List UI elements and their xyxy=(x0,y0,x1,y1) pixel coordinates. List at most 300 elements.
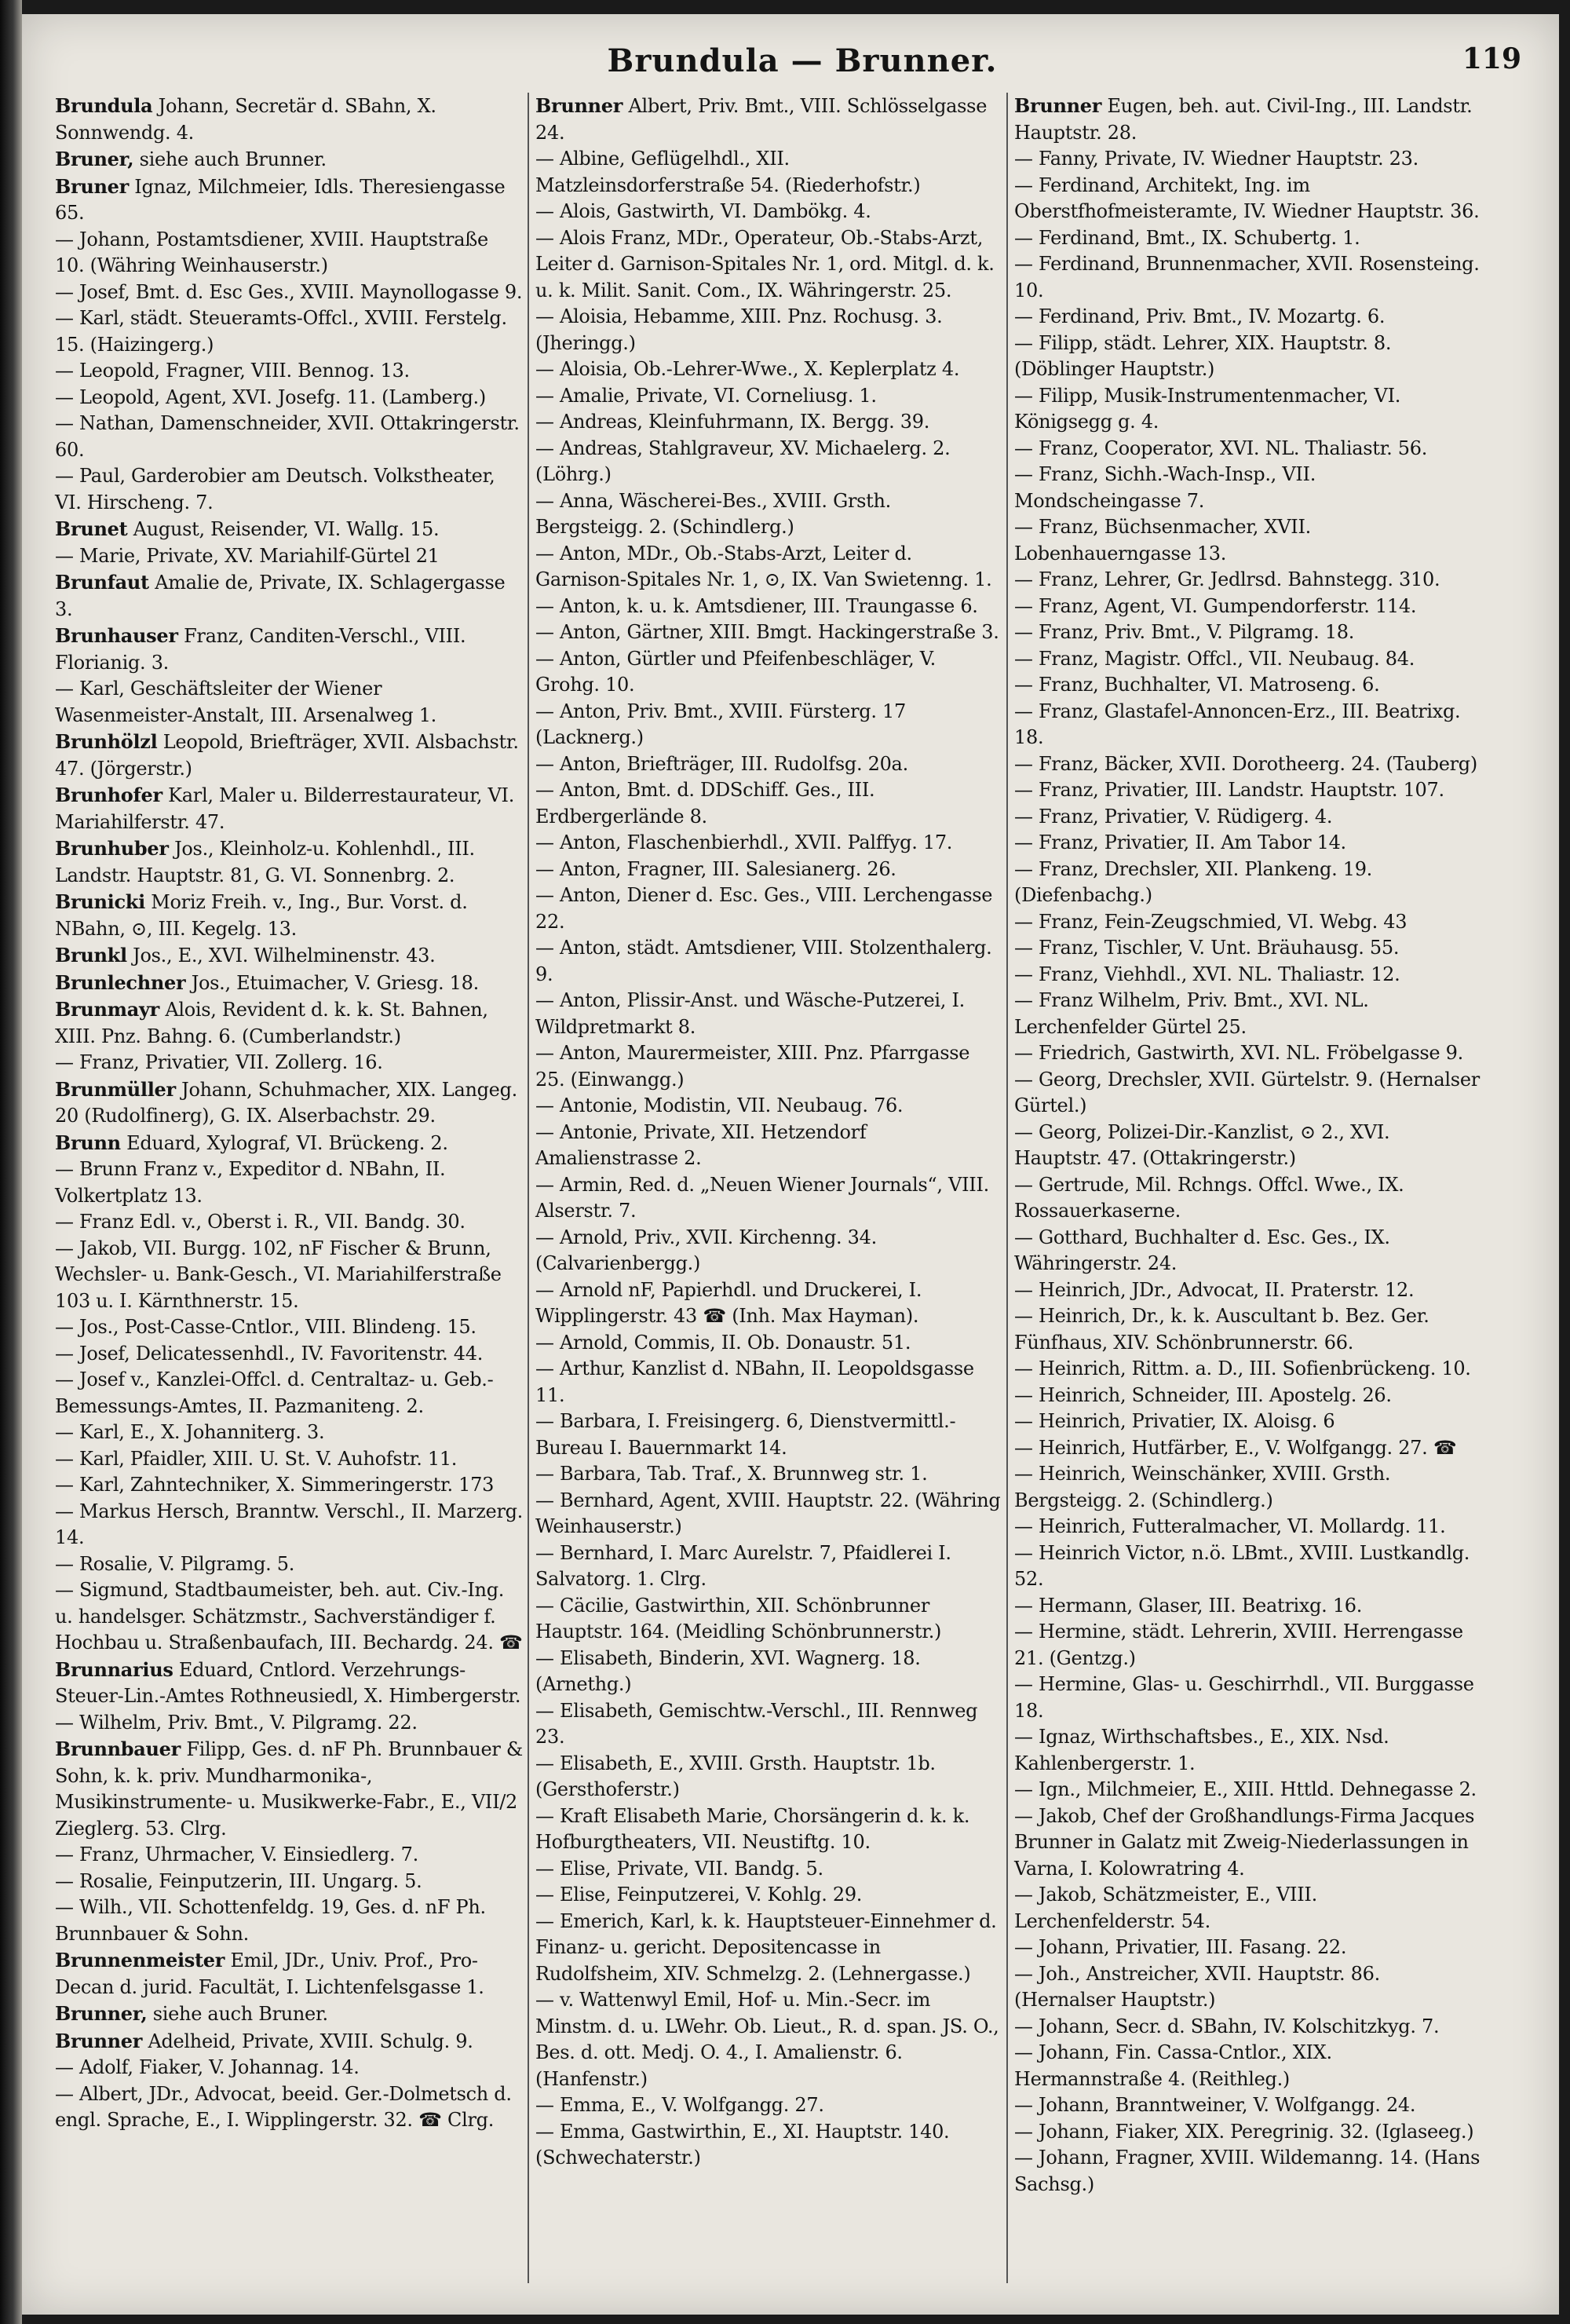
directory-entry xyxy=(55,1895,523,1947)
entry-surname: Brunmayr xyxy=(55,998,159,1021)
entry-text: — Albert, JDr., Advocat, beeid. Ger.-Dolmetsch d. engl. Sprache, E., I. Wipplingerstr. 32. ☎ Clrg. xyxy=(55,2082,512,2131)
entry-text: — Ignaz, Wirthschaftsbes., E., XIX. Nsd. Kahlenbergerstr. 1. xyxy=(1014,1726,1389,1774)
entry-text: Moriz Freih. v., Ing., Bur. Vorst. d. NBahn, ⊙, III. Kegelg. 13. xyxy=(55,891,468,940)
directory-entry xyxy=(535,1909,1002,1988)
directory-entry xyxy=(1014,672,1481,699)
entry-text: Adelheid, Private, XVIII. Schulg. 9. xyxy=(148,2030,473,2052)
directory-entry xyxy=(535,1856,1002,1883)
directory-entry xyxy=(55,1472,523,1499)
directory-entry xyxy=(1014,1067,1481,1120)
entry-text: — Arnold, Commis, II. Ob. Donaustr. 51. xyxy=(535,1331,911,1354)
directory-entry xyxy=(1014,225,1481,252)
directory-entry xyxy=(535,751,1002,778)
directory-entry xyxy=(55,676,523,729)
directory-entry xyxy=(55,1314,523,1341)
entry-text: Karl, Maler u. Bilderrestaurateur, VI. Mariahilferstr. 47. xyxy=(55,784,515,833)
entry-text: — Heinrich, Dr., k. k. Auscultant b. Bez. Ger. Fünfhaus, XIV. Schönbrunnerstr. 66. xyxy=(1014,1305,1429,1354)
entry-text: — Hermine, städt. Lehrerin, XVIII. Herrengasse 21. (Gentzg.) xyxy=(1014,1621,1463,1669)
entry-surname: Brunet xyxy=(55,517,128,540)
entry-text: — Karl, Zahntechniker, X. Simmeringerstr. 173 xyxy=(55,1474,495,1496)
entry-text: — Franz, Priv. Bmt., V. Pilgramg. 18. xyxy=(1014,621,1355,643)
entry-text: — Aloisia, Hebamme, XIII. Pnz. Rochusg. 3. (Jheringg.) xyxy=(535,305,943,354)
directory-entry xyxy=(535,199,1002,225)
entry-text: — Heinrich, Hutfärber, E., V. Wolfgangg. 27. ☎ xyxy=(1014,1436,1457,1459)
directory-entry xyxy=(1014,567,1481,594)
entry-surname: Bruner, xyxy=(55,148,134,170)
directory-entry xyxy=(1014,777,1481,804)
entry-text: — Elise, Feinputzerei, V. Kohlg. 29. xyxy=(535,1884,863,1906)
entry-text: — Franz, Magistr. Offcl., VII. Neubaug. 84. xyxy=(1014,647,1415,670)
entry-text: — Franz, Buchhalter, VI. Matroseng. 6. xyxy=(1014,674,1380,696)
directory-entry xyxy=(1014,2040,1481,2092)
entry-text: siehe auch Brunner. xyxy=(139,148,327,170)
entry-text: — Rosalie, Feinputzerin, III. Ungarg. 5. xyxy=(55,1869,422,1892)
entry-text: — Franz, Drechsler, XII. Plankeng. 19. (Diefenbachg.) xyxy=(1014,857,1373,906)
entry-text: — Franz, Privatier, III. Landstr. Hauptstr. 107. xyxy=(1014,779,1444,801)
entry-text: — Hermann, Glaser, III. Beatrixg. 16. xyxy=(1014,1594,1363,1617)
entry-text: — Bernhard, Agent, XVIII. Hauptstr. 22. (Währing Weinhauserstr.) xyxy=(535,1489,1001,1537)
entry-text: — Heinrich, Futteralmacher, VI. Mollardg. 11. xyxy=(1014,1515,1446,1537)
directory-entry xyxy=(1014,1777,1481,1803)
entry-text: — Leopold, Fragner, VIII. Bennog. 13. xyxy=(55,360,410,382)
entry-surname: Brunnbauer xyxy=(55,1738,181,1760)
entry-text: Jos., Kleinholz-u. Kohlenhdl., III. Landstr. Hauptstr. 81, G. VI. Sonnenbrg. 2. xyxy=(55,838,475,886)
entry-text: — Nathan, Damenschneider, XVII. Ottakringerstr. 60. xyxy=(55,412,520,461)
directory-entry xyxy=(535,1593,1002,1646)
directory-entry xyxy=(535,1093,1002,1120)
entry-text: — Franz, Glastafel-Annoncen-Erz., III. Beatrixg. 18. xyxy=(1014,700,1461,748)
directory-entry xyxy=(535,1356,1002,1409)
directory-entry xyxy=(1014,1593,1481,1620)
directory-entry xyxy=(1014,1461,1481,1514)
entry-text: — Ign., Milchmeier, E., XIII. Httld. Dehnegasse 2. xyxy=(1014,1778,1477,1800)
directory-entry xyxy=(55,385,523,411)
directory-entry xyxy=(535,988,1002,1040)
directory-entry xyxy=(1014,1120,1481,1172)
entry-text: — Heinrich, Schneider, III. Apostelg. 26. xyxy=(1014,1383,1392,1406)
entry-text: — Jakob, Chef der Großhandlungs-Firma Jacques Brunner in Galatz mit Zweig-Niederlassungen in Varna, I. Kolowratring 4. xyxy=(1014,1804,1475,1880)
entry-text: — Johann, Fiaker, XIX. Peregrinig. 32. (Iglaseeg.) xyxy=(1014,2120,1474,2143)
entry-text: — Antonie, Private, XII. Hetzendorf Amalienstrasse 2. xyxy=(535,1120,867,1169)
directory-entry xyxy=(55,280,523,306)
directory-entry xyxy=(1014,646,1481,673)
entry-text: Amalie de, Private, IX. Schlagergasse 3. xyxy=(55,572,506,620)
directory-entry xyxy=(55,2028,523,2055)
directory-entry xyxy=(535,1803,1002,1856)
entry-text: — Kraft Elisabeth Marie, Chorsängerin d. k. k. Hofburgtheaters, VII. Neustiftg. 10. xyxy=(535,1804,970,1853)
entry-text: — Filipp, Musik-Instrumentenmacher, VI. Königsegg g. 4. xyxy=(1014,384,1401,433)
directory-entry xyxy=(535,646,1002,699)
entry-text: Franz, Canditen-Verschl., VIII. Florianig. 3. xyxy=(55,625,466,674)
directory-entry xyxy=(1014,462,1481,514)
directory-entry xyxy=(1014,619,1481,646)
entry-text: — Antonie, Modistin, VII. Neubaug. 76. xyxy=(535,1094,904,1116)
entry-text: — Fanny, Private, IV. Wiedner Hauptstr. 23. xyxy=(1014,148,1418,170)
entry-text: — Emerich, Karl, k. k. Hauptsteuer-Einnehmer d. Finanz- u. gericht. Depositencasse in Rudolfsheim, XIV. Schmelzg. 2. (Lehnergasse.) xyxy=(535,1909,997,1985)
entry-text: — Arthur, Kanzlist d. NBahn, II. Leopoldsgasse 11. xyxy=(535,1357,974,1406)
entry-text: — Arnold nF, Papierhdl. und Druckerei, I. Wipplingerstr. 43 ☎ (Inh. Max Hayman). xyxy=(535,1278,922,1327)
entry-text: — Emma, Gastwirthin, E., XI. Hauptstr. 140. (Schwechaterstr.) xyxy=(535,2120,950,2169)
entry-text: Filipp, Ges. d. nF Ph. Brunnbauer & Sohn, k. k. priv. Mundharmonika-, Musikinstrumente- u. Musikwerke-Fabr., E., VII/2 Zieglerg. 53. Clrg. xyxy=(55,1738,523,1840)
directory-entry xyxy=(1014,1225,1481,1277)
entry-text: — Franz, Sichh.-Wach-Insp., VII. Mondscheingasse 7. xyxy=(1014,463,1316,512)
entry-text: — Anton, Priv. Bmt., XVIII. Fürsterg. 17 (Lacknerg.) xyxy=(535,700,906,748)
entry-text: — Bernhard, I. Marc Aurelstr. 7, Pfaidlerei I. Salvatorg. 1. Clrg. xyxy=(535,1541,951,1590)
entry-text: Johann, Secretär d. SBahn, X. Sonnwendg. 4. xyxy=(55,95,436,144)
entry-text: — Heinrich, Weinschänker, XVIII. Grsth. Bergsteigg. 2. (Schindlerg.) xyxy=(1014,1463,1391,1511)
directory-entry xyxy=(55,227,523,280)
directory-entry xyxy=(55,174,523,227)
entry-text: — Johann, Fin. Cassa-Cntlor., XIX. Hermannstraße 4. (Reithleg.) xyxy=(1014,2041,1332,2090)
entry-text: — Anton, Maurermeister, XIII. Pnz. Pfarrgasse 25. (Einwangg.) xyxy=(535,1042,970,1091)
entry-text: — Elise, Private, VII. Bandg. 5. xyxy=(535,1857,823,1880)
entry-text: — Franz Edl. v., Oberst i. R., VII. Bandg. 30. xyxy=(55,1211,466,1233)
directory-entry xyxy=(535,225,1002,305)
entry-text: Emil, JDr., Univ. Prof., Pro-Decan d. jurid. Facultät, I. Lichtenfelsgasse 1. xyxy=(55,1949,484,1998)
entry-text: — Franz, Lehrer, Gr. Jedlrsd. Bahnstegg. 310. xyxy=(1014,568,1440,590)
directory-entry xyxy=(1014,751,1481,778)
directory-entry xyxy=(55,1657,523,1710)
entry-text: — Anton, k. u. k. Amtsdiener, III. Traungasse 6. xyxy=(535,594,978,617)
entry-text: — Anton, Plissir-Anst. und Wäsche-Putzerei, I. Wildpretmarkt 8. xyxy=(535,989,965,1038)
entry-text: — Franz, Bäcker, XVII. Dorotheerg. 24. (Tauberg) xyxy=(1014,752,1477,775)
directory-entry xyxy=(1014,1672,1481,1724)
entry-surname: Bruner xyxy=(55,174,129,198)
entry-surname: Brunhölzl xyxy=(55,730,158,753)
column-1 xyxy=(49,93,528,2283)
directory-entry xyxy=(1014,2119,1481,2146)
directory-entry xyxy=(55,782,523,835)
entry-text: siehe auch Bruner. xyxy=(152,2003,328,2025)
entry-text: — Marie, Private, XV. Mariahilf-Gürtel 21 xyxy=(55,544,440,567)
directory-entry xyxy=(55,1869,523,1895)
directory-entry xyxy=(1014,1040,1481,1067)
directory-entry xyxy=(55,543,523,570)
directory-entry xyxy=(535,2092,1002,2119)
directory-entry xyxy=(535,1461,1002,1488)
directory-entry xyxy=(1014,1277,1481,1304)
entry-text: — Anton, Gürtler und Pfeifenbeschläger, V. Grohg. 10. xyxy=(535,647,936,696)
entry-text: — Franz, Tischler, V. Unt. Bräuhausg. 55. xyxy=(1014,937,1400,959)
directory-entry xyxy=(55,835,523,889)
entry-text: Johann, Schuhmacher, XIX. Langeg. 20 (Rudolfinerg), G. IX. Alserbachstr. 29. xyxy=(55,1078,517,1127)
entry-text: — Leopold, Agent, XVI. Josefg. 11. (Lamberg.) xyxy=(55,386,486,408)
directory-entry xyxy=(55,2081,523,2134)
entry-surname: Brunnenmeister xyxy=(55,1949,225,1971)
column-2 xyxy=(528,93,1006,2283)
entry-text: — Anna, Wäscherei-Bes., XVIII. Grsth. Bergsteigg. 2. (Schindlerg.) xyxy=(535,489,891,538)
directory-entry xyxy=(535,1225,1002,1277)
entry-text: — Heinrich, JDr., Advocat, II. Praterstr. 12. xyxy=(1014,1278,1415,1301)
entry-text: — Heinrich, Rittm. a. D., III. Sofienbrückeng. 10. xyxy=(1014,1357,1471,1379)
entry-text: — Gertrude, Mil. Rchngs. Offcl. Wwe., IX. Rossauerkaserne. xyxy=(1014,1173,1404,1222)
entry-text: — Josef, Bmt. d. Esc Ges., XVIII. Maynollogasse 9. xyxy=(55,280,523,303)
entry-text: — Franz, Uhrmacher, V. Einsiedlerg. 7. xyxy=(55,1843,418,1865)
entry-text: — Karl, Geschäftsleiter der Wiener Wasenmeister-Anstalt, III. Arsenalweg 1. xyxy=(55,678,436,726)
directory-entry xyxy=(535,1488,1002,1540)
directory-entry xyxy=(1014,146,1481,173)
entry-text: Jos., Etuimacher, V. Griesg. 18. xyxy=(191,971,479,994)
directory-entry xyxy=(55,1710,523,1737)
directory-entry xyxy=(55,93,523,146)
entry-text: — Ferdinand, Priv. Bmt., IV. Mozartg. 6. xyxy=(1014,305,1386,327)
entry-text: — Franz, Privatier, II. Am Tabor 14. xyxy=(1014,831,1346,853)
directory-entry xyxy=(535,594,1002,620)
entry-text: — Anton, Flaschenbierhdl., XVII. Palffyg. 17. xyxy=(535,831,953,853)
entry-surname: Brunmüller xyxy=(55,1077,176,1101)
directory-entry xyxy=(55,569,523,623)
entry-text: — Johann, Secr. d. SBahn, IV. Kolschitzkyg. 7. xyxy=(1014,2015,1440,2037)
entry-text: — Wilh., VII. Schottenfeldg. 19, Ges. d. nF Ph. Brunnbauer & Sohn. xyxy=(55,1896,486,1945)
directory-entry xyxy=(1014,1619,1481,1672)
directory-entry xyxy=(1014,2014,1481,2041)
entry-text: — Franz, Cooperator, XVI. NL. Thaliastr. 56. xyxy=(1014,437,1428,459)
entry-text: — Franz, Büchsenmacher, XVII. Lobenhauerngasse 13. xyxy=(1014,516,1311,565)
entry-text: — Gotthard, Buchhalter d. Esc. Ges., IX. Währingerstr. 24. xyxy=(1014,1226,1390,1274)
entry-text: — Franz Wilhelm, Priv. Bmt., XVI. NL. Lerchenfelder Gürtel 25. xyxy=(1014,989,1369,1038)
entry-surname: Brunhofer xyxy=(55,784,162,806)
directory-entry xyxy=(535,1409,1002,1461)
directory-entry xyxy=(1014,857,1481,909)
entry-text: — Anton, MDr., Ob.-Stabs-Arzt, Leiter d. Garnison-Spitales Nr. 1, ⊙, IX. Van Swietenng. 1. xyxy=(535,542,992,590)
entry-text: — Adolf, Fiaker, V. Johannag. 14. xyxy=(55,2056,360,2078)
directory-entry xyxy=(535,935,1002,988)
entry-text: — Arnold, Priv., XVII. Kirchenng. 34. (Calvarienbergg.) xyxy=(535,1226,877,1274)
entry-text: — Barbara, I. Freisingerg. 6, Dienstvermittl.-Bureau I. Bauernmarkt 14. xyxy=(535,1410,956,1459)
entry-text: — Johann, Postamtsdiener, XVIII. Hauptstraße 10. (Währing Weinhauserstr.) xyxy=(55,228,488,276)
directory-entry xyxy=(1014,1435,1481,1462)
directory-entry xyxy=(535,1698,1002,1751)
directory-entry xyxy=(1014,304,1481,331)
entry-surname: Brunner xyxy=(1014,94,1102,117)
directory-entry xyxy=(535,541,1002,594)
directory-entry xyxy=(535,857,1002,883)
directory-entry xyxy=(1014,1172,1481,1225)
directory-entry xyxy=(1014,173,1481,225)
directory-entry xyxy=(535,1040,1002,1093)
entry-text: — Albine, Geflügelhdl., XII. Matzleinsdorferstraße 54. (Riederhofstr.) xyxy=(535,148,921,196)
directory-entry xyxy=(55,996,523,1050)
entry-surname: Brunner xyxy=(55,2029,143,2052)
page-header xyxy=(69,42,1535,90)
directory-entry xyxy=(535,699,1002,751)
entry-text: — Ferdinand, Brunnenmacher, XVII. Rosensteing. 10. xyxy=(1014,253,1480,301)
entry-text: Eduard, Xylograf, VI. Brückeng. 2. xyxy=(126,1131,448,1154)
entry-text: — Franz, Privatier, VII. Zollerg. 16. xyxy=(55,1051,383,1073)
directory-entry xyxy=(55,729,523,782)
entry-text: — Alois Franz, MDr., Operateur, Ob.-Stabs-Arzt, Leiter d. Garnison-Spitales Nr. 1, ord. Mitgl. d. k. u. k. Milit. Sanit. Com., IX. Währingerstr. 25. xyxy=(535,226,995,301)
directory-entry xyxy=(55,1157,523,1209)
directory-entry xyxy=(1014,1303,1481,1356)
directory-entry xyxy=(55,1736,523,1842)
directory-entry xyxy=(535,882,1002,935)
directory-entry xyxy=(535,93,1002,146)
directory-entry xyxy=(55,1420,523,1446)
entry-text: — Elisabeth, Gemischtw.-Verschl., III. Rennweg 23. xyxy=(535,1699,978,1748)
entry-text: — Elisabeth, Binderin, XVI. Wagnerg. 18. (Arnethg.) xyxy=(535,1646,921,1695)
entry-surname: Brunicki xyxy=(55,890,145,913)
directory-entry xyxy=(55,2055,523,2081)
entry-surname: Brunner, xyxy=(55,2002,148,2025)
directory-entry xyxy=(55,2001,523,2028)
scan-edge xyxy=(0,0,22,2324)
directory-entry xyxy=(535,1330,1002,1357)
directory-entry xyxy=(535,830,1002,857)
entry-text: — Josef v., Kanzlei-Offcl. d. Centraltaz- u. Geb.-Bemessungs-Amtes, II. Pazmaniteng. 2. xyxy=(55,1368,494,1417)
directory-entry xyxy=(55,1551,523,1578)
directory-entry xyxy=(1014,514,1481,567)
entry-text: — Paul, Garderobier am Deutsch. Volkstheater, VI. Hirscheng. 7. xyxy=(55,465,495,513)
directory-entry xyxy=(535,436,1002,488)
directory-entry xyxy=(535,1646,1002,1698)
directory-entry xyxy=(1014,331,1481,383)
directory-entry xyxy=(55,1842,523,1869)
entry-text: — Elisabeth, E., XVIII. Grsth. Hauptstr. 1b. (Gersthoferstr.) xyxy=(535,1752,936,1800)
entry-text: — Joh., Anstreicher, XVII. Hauptstr. 86. (Hernalser Hauptstr.) xyxy=(1014,1962,1380,2011)
entry-surname: Brunlechner xyxy=(55,970,186,994)
directory-entry xyxy=(55,305,523,358)
entry-text: Ignaz, Milchmeier, Idls. Theresiengasse 65. xyxy=(55,175,506,224)
entry-surname: Brunnarius xyxy=(55,1657,173,1681)
entry-text: — Georg, Drechsler, XVII. Gürtelstr. 9. (Hernalser Gürtel.) xyxy=(1014,1068,1480,1116)
entry-text: — Markus Hersch, Branntw. Verschl., II. Marzerg. 14. xyxy=(55,1500,524,1548)
entry-text: — Friedrich, Gastwirth, XVI. NL. Fröbelgasse 9. xyxy=(1014,1042,1463,1064)
directory-entry xyxy=(1014,93,1481,146)
directory-entry xyxy=(55,146,523,174)
entry-text: — Jakob, Schätzmeister, E., VIII. Lerchenfelderstr. 54. xyxy=(1014,1884,1317,1932)
entry-text: — Armin, Red. d. „Neuen Wiener Journals“, VIII. Alserstr. 7. xyxy=(535,1173,989,1222)
directory-entry xyxy=(55,1209,523,1236)
directory-entry xyxy=(1014,1383,1481,1409)
directory-entry xyxy=(55,970,523,997)
entry-text: — Ferdinand, Bmt., IX. Schubertg. 1. xyxy=(1014,226,1360,249)
directory-entry xyxy=(55,1130,523,1157)
directory-entry xyxy=(535,1540,1002,1593)
entry-text: — Anton, städt. Amtsdiener, VIII. Stolzenthalerg. 9. xyxy=(535,937,992,985)
directory-entry xyxy=(55,463,523,516)
directory-entry xyxy=(1014,804,1481,831)
directory-entry xyxy=(1014,1803,1481,1883)
entry-text: — Andreas, Kleinfuhrmann, IX. Bergg. 39. xyxy=(535,411,930,433)
entry-text: — Karl, Pfaidler, XIII. U. St. V. Auhofstr. 11. xyxy=(55,1447,458,1470)
directory-entry xyxy=(55,1341,523,1368)
entry-text: — Georg, Polizei-Dir.-Kanzlist, ⊙ 2., XVI. Hauptstr. 47. (Ottakringerstr.) xyxy=(1014,1120,1390,1169)
page-number: 119 xyxy=(1462,42,1521,75)
entry-text: — Franz, Privatier, V. Rüdigerg. 4. xyxy=(1014,805,1333,828)
directory-entry xyxy=(1014,383,1481,436)
directory-entry xyxy=(535,777,1002,830)
entry-text: — Ferdinand, Architekt, Ing. im Oberstfhofmeisteramte, IV. Wiedner Hauptstr. 36. xyxy=(1014,174,1480,222)
entry-text: — Anton, Diener d. Esc. Ges., VIII. Lerchengasse 22. xyxy=(535,884,993,933)
entry-text: — Anton, Bmt. d. DDSchiff. Ges., III. Erdbergerlände 8. xyxy=(535,779,875,828)
directory-entry xyxy=(1014,909,1481,936)
directory-entry xyxy=(1014,1882,1481,1935)
entry-text: — Josef, Delicatessenhdl., IV. Favoritenstr. 44. xyxy=(55,1342,484,1365)
entry-text: — Johann, Fragner, XVIII. Wildemanng. 14. (Hans Sachsg.) xyxy=(1014,2147,1481,2195)
directory-entry xyxy=(1014,962,1481,988)
directory-entry xyxy=(535,1882,1002,1909)
directory-entry xyxy=(1014,251,1481,304)
entry-surname: Brunhuber xyxy=(55,837,169,860)
directory-entry xyxy=(535,1277,1002,1330)
entry-surname: Brunkl xyxy=(55,944,127,967)
entry-text: — Heinrich, Privatier, IX. Aloisg. 6 xyxy=(1014,1410,1335,1432)
directory-entry xyxy=(55,889,523,942)
directory-entry xyxy=(1014,1961,1481,2014)
directory-entry xyxy=(1014,935,1481,962)
directory-entry xyxy=(1014,1409,1481,1435)
entry-text: — Heinrich Victor, n.ö. LBmt., XVIII. Lustkandlg. 52. xyxy=(1014,1541,1470,1590)
directory-entry xyxy=(535,356,1002,383)
directory-entry xyxy=(55,1050,523,1076)
entry-text: — Sigmund, Stadtbaumeister, beh. aut. Civ.-Ing. u. handelsger. Schätzmstr., Sachverständiger f. Hochbau u. Straßenbaufach, III. Bechardg. 24. ☎ xyxy=(55,1579,523,1653)
directory-entry xyxy=(535,146,1002,199)
entry-text: — Anton, Briefträger, III. Rudolfsg. 20a. xyxy=(535,752,908,775)
directory-entry xyxy=(55,942,523,970)
directory-entry xyxy=(535,1172,1002,1225)
directory-entry xyxy=(55,1947,523,2001)
directory-entry xyxy=(1014,2092,1481,2119)
directory-entry xyxy=(1014,830,1481,857)
directory-entry xyxy=(535,488,1002,541)
entry-text: Alois, Revident d. k. k. St. Bahnen, XIII. Pnz. Bahng. 6. (Cumberlandstr.) xyxy=(55,999,488,1047)
directory-entry xyxy=(1014,1356,1481,1383)
entry-text: — Karl, E., X. Johanniterg. 3. xyxy=(55,1421,325,1443)
running-head: Brundula — Brunner. xyxy=(607,42,998,79)
entry-text: — Karl, städt. Steueramts-Offcl., XVIII. Ferstelg. 15. (Haizingerg.) xyxy=(55,307,507,356)
entry-text: Eduard, Cntlord. Verzehrungs-Steuer-Lin.-Amtes Rothneusiedl, X. Himbergerstr. xyxy=(55,1658,521,1707)
entry-text: — Hermine, Glas- u. Geschirrhdl., VII. Burggasse 18. xyxy=(1014,1673,1474,1722)
directory-entry xyxy=(55,1446,523,1473)
entry-text: — Jos., Post-Casse-Cntlor., VIII. Blindeng. 15. xyxy=(55,1316,476,1338)
directory-entry xyxy=(55,623,523,676)
directory-entry xyxy=(55,1367,523,1420)
entry-text: — Rosalie, V. Pilgramg. 5. xyxy=(55,1552,295,1575)
entry-surname: Brunner xyxy=(535,94,623,117)
entry-text: — Johann, Privatier, III. Fasang. 22. xyxy=(1014,1936,1347,1958)
entry-text: — Johann, Branntweiner, V. Wolfgangg. 24. xyxy=(1014,2094,1416,2116)
entry-text: Leopold, Briefträger, XVII. Alsbachstr. 47. (Jörgerstr.) xyxy=(55,731,519,780)
directory-entry xyxy=(535,2119,1002,2172)
directory-entry xyxy=(1014,1935,1481,1961)
entry-text: — Cäcilie, Gastwirthin, XII. Schönbrunner Hauptstr. 164. (Meidling Schönbrunnerstr.) xyxy=(535,1594,942,1643)
entry-text: August, Reisender, VI. Wallg. 15. xyxy=(133,518,440,540)
entry-text: — Anton, Gärtner, XIII. Bmgt. Hackingerstraße 3. xyxy=(535,621,999,643)
entry-surname: Brunfaut xyxy=(55,571,149,594)
directory-entry xyxy=(1014,1724,1481,1777)
entry-text: — Anton, Fragner, III. Salesianerg. 26. xyxy=(535,857,896,880)
entry-text: — Barbara, Tab. Traf., X. Brunnweg str. 1. xyxy=(535,1463,928,1485)
entry-text: — Filipp, städt. Lehrer, XIX. Hauptstr. 8. (Döblinger Hauptstr.) xyxy=(1014,331,1392,380)
directory-entry xyxy=(1014,1514,1481,1540)
entry-text: — Emma, E., V. Wolfgangg. 27. xyxy=(535,2094,824,2116)
entry-text: — Brunn Franz v., Expeditor d. NBahn, II. Volkertplatz 13. xyxy=(55,1158,446,1207)
entry-text: Albert, Priv. Bmt., VIII. Schlösselgasse 24. xyxy=(535,95,988,144)
directory-entry xyxy=(55,1076,523,1130)
directory-entry xyxy=(535,1751,1002,1803)
directory-entry xyxy=(55,1499,523,1551)
directory-entry xyxy=(1014,2145,1481,2198)
entry-surname: Brundula xyxy=(55,94,153,117)
entry-text: — Andreas, Stahlgraveur, XV. Michaelerg. 2. (Löhrg.) xyxy=(535,437,951,485)
column-3 xyxy=(1006,93,1485,2283)
directory-entry xyxy=(55,1577,523,1657)
entry-text: — Aloisia, Ob.-Lehrer-Wwe., X. Keplerplatz 4. xyxy=(535,358,960,380)
entry-text: Jos., E., XVI. Wilhelminenstr. 43. xyxy=(133,945,436,967)
entry-text: — v. Wattenwyl Emil, Hof- u. Min.-Secr. im Minstm. d. u. LWehr. Ob. Lieut., R. d. span. JS. O., Bes. d. ott. Medj. O. 4., I. Amalienstr. 6. (Hanfenstr.) xyxy=(535,1989,999,2090)
directory-entry xyxy=(55,358,523,385)
directory-entry xyxy=(1014,1540,1481,1593)
